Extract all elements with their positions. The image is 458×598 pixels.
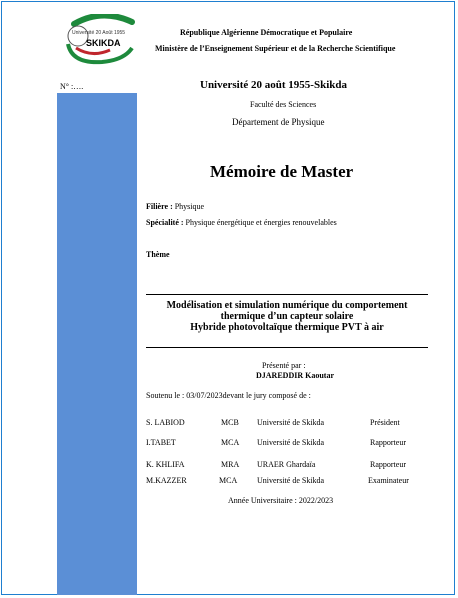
thesis-title-line2: thermique d’un capteur solaire: [220, 311, 354, 322]
jury-grade: MCA: [221, 438, 240, 447]
jury-grade: MCA: [219, 476, 238, 485]
jury-name: S. LABIOD: [146, 418, 185, 427]
jury-name: I.TABET: [146, 438, 176, 447]
faculty-name: Faculté des Sciences: [250, 100, 317, 109]
republic-heading: République Algérienne Démocratique et Populaire: [180, 28, 353, 37]
field-label: Filière :: [146, 202, 173, 211]
author-name: DJAREDDIR Kaoutar: [256, 371, 334, 380]
svg-text:Université 20 Août 1955: Université 20 Août 1955: [72, 30, 126, 36]
jury-institution: Université de Skikda: [257, 438, 325, 447]
ministry-heading: Ministère de l’Enseignement Supérieur et de la Recherche Scientifique: [155, 44, 396, 53]
department-name: Département de Physique: [232, 117, 325, 127]
jury-role: Examinateur: [368, 476, 409, 485]
jury-grade: MCB: [221, 418, 239, 427]
field-line: [146, 202, 204, 211]
sidebar-color-band: [57, 93, 137, 595]
defense-date-line: Soutenu le : 03/07/2023devant le jury composé de :: [146, 391, 311, 400]
field-value: Physique: [174, 202, 205, 211]
theme-label: Thème: [146, 250, 170, 259]
speciality-label: Spécialité :: [146, 218, 184, 227]
jury-role: Président: [370, 418, 400, 427]
presented-by-label: Présenté par :: [262, 361, 306, 370]
document-title: Mémoire de Master: [210, 162, 354, 181]
divider-bottom: [146, 347, 428, 348]
divider-top: [146, 294, 428, 295]
thesis-title: [146, 300, 428, 333]
speciality-value: Physique énergétique et énergies renouvelables: [185, 218, 337, 227]
jury-role: Rapporteur: [370, 460, 406, 469]
thesis-title-line3: Hybride photovoltaïque thermique PVT à air: [190, 322, 384, 333]
university-logo: [62, 14, 142, 66]
jury-role: Rapporteur: [370, 438, 406, 447]
academic-year: Année Universitaire : 2022/2023: [228, 496, 334, 505]
svg-text:SKIKDA: SKIKDA: [86, 38, 121, 48]
jury-institution: URAER Ghardaïa: [257, 460, 316, 469]
thesis-title-line1: Modélisation et simulation numérique du comportement: [166, 300, 408, 311]
jury-institution: Université de Skikda: [257, 476, 325, 485]
speciality-line: [146, 218, 337, 227]
number-label: N° :….: [60, 82, 84, 91]
jury-name: M.KAZZER: [146, 476, 187, 485]
jury-name: K. KHLIFA: [146, 460, 185, 469]
jury-grade: MRA: [221, 460, 240, 469]
university-name: Université 20 août 1955-Skikda: [200, 79, 347, 91]
jury-institution: Université de Skikda: [257, 418, 325, 427]
